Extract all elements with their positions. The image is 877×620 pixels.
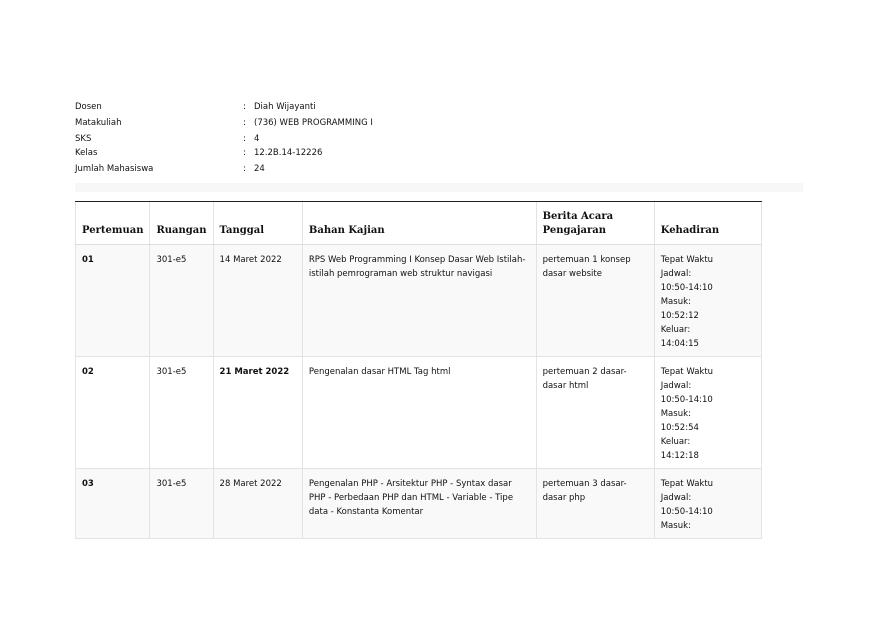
info-colon: : [243,134,246,144]
cell-pertemuan: 02 [76,357,150,469]
info-value: 24 [254,164,265,174]
cell-pertemuan: 03 [76,469,150,539]
cell-bahan-kajian: RPS Web Programming I Konsep Dasar Web Istilah-istilah pemrograman web struktur navigasi [302,245,536,357]
kehadiran-line: Jadwal: [660,381,692,391]
cell-bahan-kajian: Pengenalan dasar HTML Tag html [302,357,536,469]
kehadiran-line: 10:50-14:10 [660,283,713,293]
info-label: Matakuliah [75,118,122,128]
info-row-kelas [75,145,373,161]
course-info [75,99,373,177]
kehadiran-line: 14:04:15 [660,339,699,349]
kehadiran-status: Tepat Waktu [660,479,714,489]
info-label: Dosen [75,102,102,112]
header-berita-acara: Berita Acara Pengajaran [536,202,654,245]
divider-band [75,183,803,192]
info-row-dosen [75,99,373,115]
header-pertemuan: Pertemuan [76,202,150,245]
header-kehadiran: Kehadiran [654,202,761,245]
cell-tanggal: 28 Maret 2022 [213,469,302,539]
info-row-jumlah-mahasiswa [75,161,373,177]
cell-ruangan: 301-e5 [150,469,213,539]
info-colon: : [243,102,246,112]
cell-kehadiran [654,469,761,539]
kehadiran-status: Tepat Waktu [660,367,714,377]
cell-kehadiran [654,357,761,469]
cell-tanggal: 21 Maret 2022 [213,357,302,469]
kehadiran-line: 10:52:12 [660,311,699,321]
table-row [76,357,762,469]
header-tanggal: Tanggal [213,202,302,245]
info-row-sks [75,131,373,145]
cell-tanggal: 14 Maret 2022 [213,245,302,357]
kehadiran-line: Masuk: [660,521,691,531]
cell-pertemuan: 01 [76,245,150,357]
cell-berita-acara: pertemuan 3 dasar-dasar php [536,469,654,539]
kehadiran-line: Masuk: [660,297,691,307]
table-row [76,469,762,539]
table-header-row [76,202,762,245]
kehadiran-line: Keluar: [660,325,691,335]
attendance-table [75,201,762,539]
kehadiran-line: Jadwal: [660,269,692,279]
cell-bahan-kajian: Pengenalan PHP - Arsitektur PHP - Syntax dasar PHP - Perbedaan PHP dan HTML - Variable - Tipe data - Konstanta Komentar [302,469,536,539]
cell-berita-acara: pertemuan 2 dasar-dasar html [536,357,654,469]
kehadiran-line: 10:52:54 [660,423,699,433]
info-colon: : [243,148,246,158]
header-bahan-kajian: Bahan Kajian [302,202,536,245]
info-colon: : [243,164,246,174]
kehadiran-line: Keluar: [660,437,691,447]
kehadiran-status: Tepat Waktu [660,255,714,265]
info-row-matakuliah [75,115,373,131]
kehadiran-line: 14:12:18 [660,451,699,461]
info-value: 12.2B.14-12226 [254,148,323,158]
info-label: Kelas [75,148,98,158]
header-ruangan: Ruangan [150,202,213,245]
table-row [76,245,762,357]
kehadiran-line: Masuk: [660,409,691,419]
info-colon: : [243,118,246,128]
info-label: Jumlah Mahasiswa [75,164,154,174]
info-label: SKS [75,134,92,144]
cell-berita-acara: pertemuan 1 konsep dasar website [536,245,654,357]
info-value: 4 [254,134,260,144]
kehadiran-line: 10:50-14:10 [660,507,713,517]
kehadiran-line: Jadwal: [660,493,692,503]
kehadiran-line: 10:50-14:10 [660,395,713,405]
cell-kehadiran [654,245,761,357]
cell-ruangan: 301-e5 [150,357,213,469]
info-value: (736) WEB PROGRAMMING I [254,118,373,128]
info-value: Diah Wijayanti [254,102,316,112]
cell-ruangan: 301-e5 [150,245,213,357]
